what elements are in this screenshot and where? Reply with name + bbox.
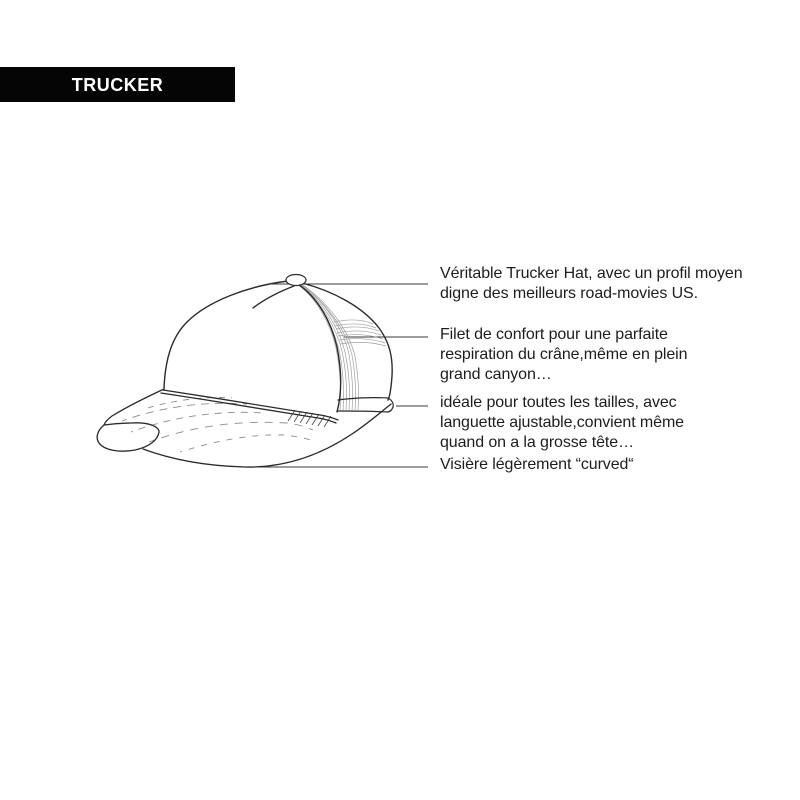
annotation-line: languette ajustable,convient même <box>440 414 684 431</box>
visor-left-edge <box>104 389 164 425</box>
mesh-panel <box>300 285 386 411</box>
annotation-line: idéale pour toutes les tailles, avec <box>440 394 677 411</box>
annotation-line: Véritable Trucker Hat, avec un profil moyen <box>440 265 743 282</box>
cap-outline <box>164 281 392 412</box>
cap-button <box>286 275 306 286</box>
annotation-profile <box>440 264 743 304</box>
annotation-line: Visière légèrement “curved“ <box>440 456 634 473</box>
annotation-mesh <box>440 325 687 385</box>
visor-hatching <box>288 410 331 427</box>
annotation-line: quand on a la grosse tête… <box>440 434 634 451</box>
front-panel-seam <box>253 286 294 308</box>
annotation-visor <box>440 455 634 475</box>
annotation-strap <box>440 393 684 453</box>
annotation-line: grand canyon… <box>440 366 552 383</box>
annotation-line: digne des meilleurs road-movies US. <box>440 285 698 302</box>
annotation-line: Filet de confort pour une parfaite <box>440 326 668 343</box>
visor-tip-curl <box>97 423 159 451</box>
annotation-line: respiration du crâne,même en plein <box>440 346 688 363</box>
section-title: TRUCKER <box>71 74 164 95</box>
mesh-back-seam <box>299 285 341 412</box>
